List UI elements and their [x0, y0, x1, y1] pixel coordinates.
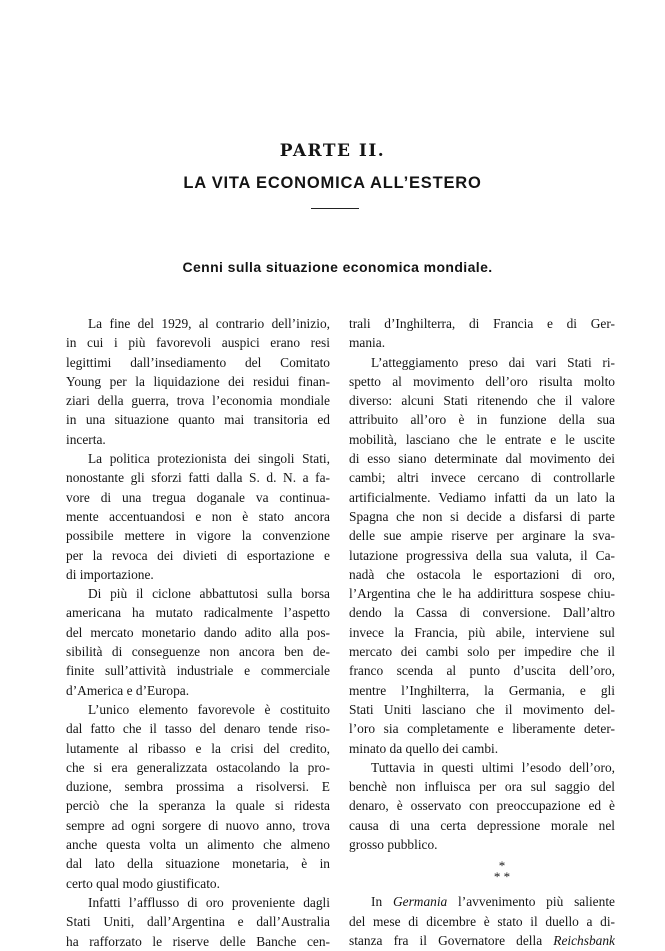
- text-line: finite sull’attività industriale e commerciale: [66, 663, 330, 679]
- part-heading: PARTE II.: [279, 141, 386, 161]
- chapter-title: LA VITA ECONOMICA ALL’ESTERO: [183, 174, 482, 192]
- separator-stars-bottom: * *: [493, 869, 511, 885]
- text-line: mente accentuandosi e non è stato ancora: [66, 508, 330, 524]
- text-line: franco scenda al punto d’uscita dell’oro,: [349, 663, 615, 679]
- text-line: [349, 931, 615, 950]
- text-line: sibilità di conseguenze non ancora ben de-: [66, 644, 330, 660]
- right-column-paragraphs: [349, 314, 615, 854]
- text-line: l’oro sia completamente e liberamente deter-: [349, 721, 615, 737]
- text-line: Infatti l’afflusso di oro proveniente dagli: [88, 894, 330, 910]
- text-line: Tuttavia in questi ultimi l’esodo dell’oro,: [371, 759, 615, 775]
- text-line: spetto al movimento dell’oro risulta molto: [349, 373, 615, 389]
- text-line: americana ha mutato radicalmente l’aspetto: [66, 605, 330, 621]
- text-line: ha rafforzato le riserve delle Banche cen-: [66, 933, 330, 949]
- section-subtitle: Cenni sulla situazione economica mondiale.: [182, 259, 493, 275]
- text-line: di importazione.: [66, 566, 154, 582]
- text-line: di esso siano determinate dal movimento dei: [349, 451, 615, 467]
- text-line: che si era generalizzata ostacolando la pro-: [66, 759, 330, 775]
- italic-place-name: Germania: [392, 894, 448, 910]
- text-line: lutazione progressiva della sua valuta, il Ca-: [349, 547, 615, 563]
- text-line: benchè non influisca per ora sul saggio del: [349, 779, 615, 795]
- text-line: anche questa volta un alimento che almeno: [66, 837, 330, 853]
- left-text-column: [66, 314, 330, 951]
- text-line: delle sue ampie riserve per arginare la sva-: [349, 528, 615, 544]
- text-line: attribuito all’oro è in funzione della sua: [349, 412, 615, 428]
- text-line: [349, 892, 615, 911]
- text-line: invece la Francia, più abile, interviene sul: [349, 624, 615, 640]
- text-line: ziari della guerra, trova l’economia mondiale: [66, 393, 330, 409]
- text-line: cambi; altri invece cercano di controllarle: [349, 470, 615, 486]
- text-line: nadà che ostacola le esportazioni di oro,: [349, 566, 615, 582]
- separator-star-top: *: [498, 858, 506, 874]
- text-line: in cui i più favorevoli auspici erano resi: [66, 335, 330, 351]
- text-line: grosso pubblico.: [349, 837, 438, 853]
- text-line: d’America e d’Europa.: [66, 682, 190, 698]
- text-span: In: [371, 894, 393, 910]
- text-line: diverso: alcuni Stati ritenendo che il valore: [349, 393, 615, 409]
- text-line: Stati Uniti, dall’Argentina e dall’Australia: [66, 914, 330, 930]
- text-line: duzione, sembra prossima a risolversi. E: [66, 779, 330, 795]
- text-line: trali d’Inghilterra, di Francia e di Ger-: [349, 316, 615, 331]
- title-divider: [311, 208, 359, 209]
- text-line: perciò che la speranza la quale si ridesta: [66, 798, 330, 814]
- text-line: del mese di dicembre è stato il duello a di-: [349, 913, 615, 929]
- text-line: La politica protezionista dei singoli Stati,: [88, 451, 330, 467]
- text-line: in una situazione quanto mai transitoria ed: [66, 412, 330, 428]
- text-line: dendo la Cassa di conversione. Dall’altro: [349, 605, 615, 621]
- text-line: lutamente al ribasso e la crisi del credito,: [66, 740, 330, 756]
- text-line: L’unico elemento favorevole è costituito: [88, 701, 330, 717]
- text-line: mentre l’Inghilterra, la Germania, e gli: [349, 682, 615, 698]
- text-line: artificialmente. Vediamo infatti da un lato la: [349, 489, 615, 505]
- text-line: vore di una tregua doganale va continua-: [66, 489, 330, 505]
- text-span: stanza fra il Governatore della: [349, 932, 554, 948]
- text-line: certo qual modo giustificato.: [66, 875, 220, 891]
- text-line: legittimi dall’insediamento del Comitato: [66, 354, 330, 370]
- text-line: sempre ad ogni sorgere di nuovo anno, trova: [66, 817, 330, 833]
- italic-institution-name: Reichsbank: [553, 932, 615, 948]
- text-line: Young per la liquidazione dei residui finan-: [66, 373, 330, 389]
- text-line: l’Argentina che le ha addirittura sospese chiu-: [349, 586, 615, 602]
- text-line: dal fatto che il tasso del denaro tende riso-: [66, 721, 330, 737]
- text-line: possibile mettere in vigore la convenzione: [66, 528, 330, 544]
- text-span: l’avvenimento più saliente: [447, 894, 615, 910]
- text-line: causa di una certa depressione morale nel: [349, 817, 615, 833]
- text-line: mercato dei cambi solo per impedire che il: [349, 644, 615, 660]
- text-line: mobilità, lasciano che le entrate e le uscite: [349, 431, 615, 447]
- text-line: dal lato della situazione monetaria, è in: [66, 856, 330, 872]
- text-line: Stati Uniti lasciano che il movimento del-: [349, 701, 615, 717]
- text-line: per la revoca dei divieti di esportazione e: [66, 547, 330, 563]
- text-line: denaro, è osservato con preoccupazione ed è: [349, 798, 615, 814]
- text-line: mania.: [349, 335, 386, 351]
- text-line: La fine del 1929, al contrario dell’inizio,: [88, 316, 330, 331]
- section-separator: [349, 854, 615, 892]
- text-line: L’atteggiamento preso dai vari Stati ri-: [371, 354, 615, 370]
- text-line: minato da quello dei cambi.: [349, 740, 499, 756]
- text-line: nonostante gli sforzi fatti dalla S. d. N. a fa-: [66, 470, 330, 486]
- text-line: Spagna che non si decide a disfarsi di parte: [349, 508, 615, 524]
- text-line: incerta.: [66, 431, 106, 447]
- right-text-column: [349, 314, 615, 950]
- text-line: del mercato monetario dando adito alla pos-: [66, 624, 330, 640]
- text-line: Di più il ciclone abbattutosi sulla borsa: [88, 586, 330, 602]
